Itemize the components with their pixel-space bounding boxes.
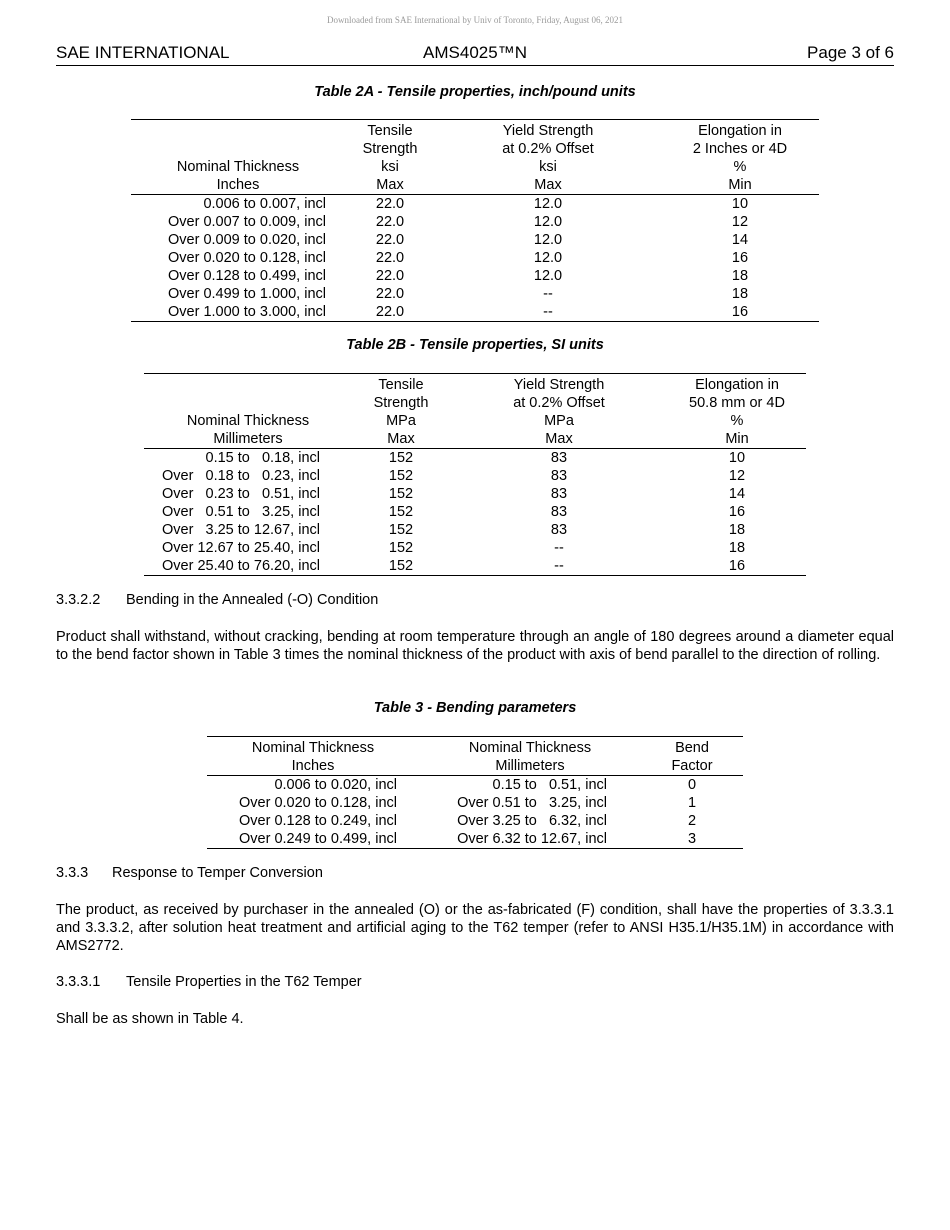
header-row bbox=[131, 158, 819, 176]
table-row bbox=[144, 521, 806, 539]
column-header bbox=[144, 374, 352, 395]
header-row bbox=[144, 412, 806, 430]
table-cell: 18 bbox=[731, 268, 749, 284]
header-row bbox=[207, 737, 743, 758]
table-cell: 12.0 bbox=[533, 196, 563, 212]
column-header: Min bbox=[661, 176, 819, 195]
table-cell: 12 bbox=[728, 468, 746, 484]
column-header: Min bbox=[668, 430, 806, 449]
table-cell: 12.0 bbox=[533, 250, 563, 266]
table-cell: 18 bbox=[731, 286, 749, 302]
section-3-3-3-body: The product, as received by purchaser in the annealed (O) or the as-fabricated (F) condition, shall have the properties of 3.3.3.1 and 3.3.3.2, after solution heat treatment and artificial aging to the T62 temper (refer to ANSI H35.1/H35.1M) in accordance with AMS2772. bbox=[56, 902, 894, 954]
table-cell: Over 0.009 to 0.020, incl bbox=[168, 232, 326, 248]
header-row bbox=[131, 140, 819, 158]
section-3-3-3-1-heading bbox=[56, 973, 894, 991]
column-header: Inches bbox=[131, 176, 345, 195]
table-cell: -- bbox=[543, 286, 553, 302]
table-2b bbox=[144, 373, 806, 576]
header-row bbox=[131, 176, 819, 195]
table-cell: 83 bbox=[550, 504, 568, 520]
doc-number: AMS4025™N bbox=[423, 43, 527, 62]
table-cell: 1 bbox=[687, 795, 697, 811]
section-title: Bending in the Annealed (-O) Condition bbox=[126, 592, 379, 608]
column-header: Yield Strength bbox=[502, 123, 594, 139]
column-header: at 0.2% Offset bbox=[502, 141, 594, 157]
table-cell: Over 0.020 to 0.128, incl bbox=[168, 250, 326, 266]
column-header: 50.8 mm or 4D bbox=[689, 395, 785, 411]
column-header: Max bbox=[352, 430, 450, 449]
column-header: at 0.2% Offset bbox=[513, 395, 605, 411]
table-cell: Over 3.25 to 12.67, incl bbox=[162, 522, 320, 538]
table-row bbox=[131, 303, 819, 322]
table-cell: -- bbox=[554, 540, 564, 556]
header-row bbox=[144, 374, 806, 395]
table-cell: 0.15 to 0.18, incl bbox=[177, 450, 320, 466]
org-name: SAE INTERNATIONAL bbox=[56, 43, 230, 62]
table-cell: Over 1.000 to 3.000, incl bbox=[168, 304, 326, 320]
table-row bbox=[131, 267, 819, 285]
column-header: Bend bbox=[675, 740, 709, 756]
column-header: Nominal Thickness bbox=[176, 159, 300, 175]
column-header: Tensile bbox=[378, 377, 424, 393]
page-header bbox=[56, 43, 894, 66]
table-cell: 152 bbox=[388, 540, 414, 556]
section-3-3-3-heading bbox=[56, 864, 894, 882]
table-cell: Over 0.51 to 3.25, incl bbox=[457, 795, 607, 811]
column-header: Nominal Thickness bbox=[251, 740, 375, 756]
section-3-3-2-2-body: Product shall withstand, without cracking, bending at room temperature through an angle of 180 degrees around a diameter equal to the bend factor shown in Table 3 times the nominal thickness of the product with axis of bend parallel to the direction of rolling. bbox=[56, 629, 894, 663]
table-cell: 16 bbox=[731, 250, 749, 266]
table-cell: 12.0 bbox=[533, 268, 563, 284]
table-cell: 0.006 to 0.007, incl bbox=[203, 196, 326, 212]
table-cell: 0.15 to 0.51, incl bbox=[472, 777, 607, 793]
column-header: Inches bbox=[207, 757, 419, 776]
table-row bbox=[144, 467, 806, 485]
table-cell: Over 0.499 to 1.000, incl bbox=[168, 286, 326, 302]
column-header bbox=[131, 140, 345, 158]
table-row bbox=[131, 249, 819, 267]
table-cell: 3 bbox=[687, 831, 697, 847]
section-3-3-3-1-body: Shall be as shown in Table 4. bbox=[56, 1011, 244, 1027]
table-row bbox=[144, 485, 806, 503]
table-cell: 22.0 bbox=[375, 232, 405, 248]
column-header: 2 Inches or 4D bbox=[692, 141, 788, 157]
table-cell: 18 bbox=[728, 522, 746, 538]
column-header bbox=[131, 120, 345, 141]
table-cell: -- bbox=[554, 558, 564, 574]
section-number: 3.3.3 bbox=[56, 865, 89, 881]
table-row bbox=[144, 557, 806, 576]
table-cell: 22.0 bbox=[375, 250, 405, 266]
table-2a bbox=[131, 119, 819, 322]
column-header: Max bbox=[435, 176, 661, 195]
table-cell: 22.0 bbox=[375, 304, 405, 320]
table-cell: Over 0.007 to 0.009, incl bbox=[168, 214, 326, 230]
table-cell: 10 bbox=[728, 450, 746, 466]
table-cell: 10 bbox=[731, 196, 749, 212]
column-header: Elongation in bbox=[698, 123, 782, 139]
section-title: Response to Temper Conversion bbox=[112, 865, 323, 881]
column-header: Nominal Thickness bbox=[468, 740, 592, 756]
table-cell: 12.0 bbox=[533, 232, 563, 248]
table-row bbox=[131, 231, 819, 249]
table-3 bbox=[207, 736, 743, 849]
column-header: Nominal Thickness bbox=[186, 413, 310, 429]
section-3-3-2-2-heading bbox=[56, 591, 894, 609]
header-row bbox=[144, 394, 806, 412]
download-note: Downloaded from SAE International by Univ of Toronto, Friday, August 06, 2021 bbox=[326, 15, 624, 25]
table-cell: 83 bbox=[550, 522, 568, 538]
table-cell: 16 bbox=[731, 304, 749, 320]
table-row bbox=[207, 794, 743, 812]
section-number: 3.3.3.1 bbox=[56, 974, 101, 990]
table-cell: Over 0.128 to 0.249, incl bbox=[239, 813, 397, 829]
table-cell: 152 bbox=[388, 504, 414, 520]
table-cell: 152 bbox=[388, 450, 414, 466]
table-3-caption: Table 3 - Bending parameters bbox=[373, 700, 577, 716]
table-cell: 83 bbox=[550, 468, 568, 484]
column-header: MPa bbox=[386, 413, 416, 429]
table-cell: 2 bbox=[687, 813, 697, 829]
column-header: Yield Strength bbox=[513, 377, 605, 393]
table-cell: 152 bbox=[388, 522, 414, 538]
header-row bbox=[144, 430, 806, 449]
column-header: Millimeters bbox=[144, 430, 352, 449]
table-row bbox=[131, 285, 819, 303]
column-header: Tensile bbox=[367, 123, 413, 139]
header-row bbox=[131, 120, 819, 141]
table-cell: Over 3.25 to 6.32, incl bbox=[457, 813, 607, 829]
table-cell: 16 bbox=[728, 558, 746, 574]
column-header: Factor bbox=[641, 757, 743, 776]
table-row bbox=[207, 776, 743, 795]
column-header: Max bbox=[345, 176, 435, 195]
table-cell: 22.0 bbox=[375, 268, 405, 284]
section-title: Tensile Properties in the T62 Temper bbox=[126, 974, 362, 990]
table-cell: Over 0.128 to 0.499, incl bbox=[168, 268, 326, 284]
table-cell: Over 0.23 to 0.51, incl bbox=[162, 486, 320, 502]
column-header: ksi bbox=[539, 159, 557, 175]
table-cell: 152 bbox=[388, 486, 414, 502]
section-number: 3.3.2.2 bbox=[56, 592, 101, 608]
table-row bbox=[131, 213, 819, 231]
table-cell: Over 12.67 to 25.40, incl bbox=[162, 540, 320, 556]
table-row bbox=[207, 812, 743, 830]
column-header: % bbox=[733, 159, 747, 175]
column-header: MPa bbox=[544, 413, 574, 429]
table-cell: 22.0 bbox=[375, 286, 405, 302]
table-cell: -- bbox=[543, 304, 553, 320]
table-cell: 16 bbox=[728, 504, 746, 520]
column-header: ksi bbox=[381, 159, 399, 175]
table-cell: Over 0.020 to 0.128, incl bbox=[239, 795, 397, 811]
table-cell: 22.0 bbox=[375, 196, 405, 212]
column-header: Max bbox=[450, 430, 668, 449]
table-cell: Over 0.18 to 0.23, incl bbox=[162, 468, 320, 484]
column-header: Elongation in bbox=[695, 377, 779, 393]
page-number: Page 3 of 6 bbox=[807, 43, 894, 62]
column-header: Strength bbox=[373, 395, 429, 411]
table-cell: Over 6.32 to 12.67, incl bbox=[457, 831, 607, 847]
table-cell: 14 bbox=[728, 486, 746, 502]
column-header bbox=[144, 394, 352, 412]
column-header: % bbox=[730, 413, 744, 429]
table-cell: 14 bbox=[731, 232, 749, 248]
table-cell: Over 0.51 to 3.25, incl bbox=[162, 504, 320, 520]
table-cell: 83 bbox=[550, 486, 568, 502]
column-header: Strength bbox=[362, 141, 418, 157]
table-cell: Over 0.249 to 0.499, incl bbox=[239, 831, 397, 847]
table-cell: 152 bbox=[388, 558, 414, 574]
table-cell: 22.0 bbox=[375, 214, 405, 230]
table-2b-caption: Table 2B - Tensile properties, SI units bbox=[346, 337, 604, 353]
table-cell: Over 25.40 to 76.20, incl bbox=[162, 558, 320, 574]
table-2a-caption: Table 2A - Tensile properties, inch/pound units bbox=[314, 84, 636, 100]
table-cell: 12 bbox=[731, 214, 749, 230]
table-row bbox=[144, 503, 806, 521]
table-cell: 0.006 to 0.020, incl bbox=[274, 777, 397, 793]
table-row bbox=[131, 195, 819, 214]
table-cell: 12.0 bbox=[533, 214, 563, 230]
table-row bbox=[144, 539, 806, 557]
header-row bbox=[207, 757, 743, 776]
column-header: Millimeters bbox=[419, 757, 641, 776]
table-row bbox=[144, 449, 806, 468]
table-row bbox=[207, 830, 743, 849]
table-cell: 0 bbox=[687, 777, 697, 793]
table-cell: 83 bbox=[550, 450, 568, 466]
table-cell: 18 bbox=[728, 540, 746, 556]
table-cell: 152 bbox=[388, 468, 414, 484]
